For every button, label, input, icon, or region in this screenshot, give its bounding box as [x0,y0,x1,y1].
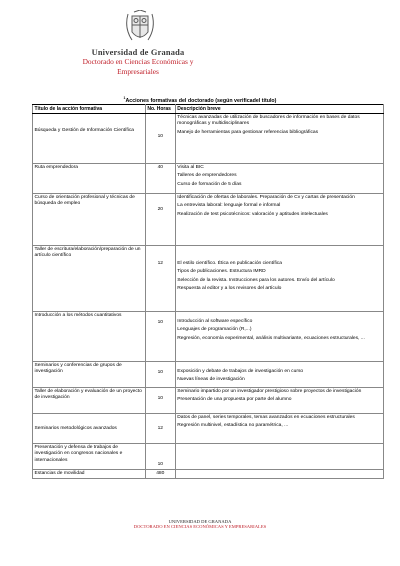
footnote-mark: 1 [123,96,126,100]
row-hours: 10 [145,444,175,470]
row-description [175,114,383,164]
row-description [175,194,383,246]
description-item: Regresión multinivel, estadística no paramétrica, ... [177,423,289,429]
table-header-row [33,105,384,114]
university-crest-icon [120,10,160,46]
description-item: Identificación de ofertas de laborales. Preparación de Cv y cartas de presentación [177,195,355,200]
row-hours: 10 [145,114,175,164]
table-row [33,312,384,362]
row-description [175,362,383,388]
table-title-text: Acciones formativas del doctorado (según verificadel título) [125,97,277,104]
description-item: El estilo científico. Ética en publicación científica [177,261,282,266]
row-title: Seminarios y conferencias de grupos de investigación [33,362,146,388]
row-description [175,164,383,194]
table-row [33,362,384,388]
row-description [175,444,383,470]
row-description [175,388,383,414]
row-title: Introducción a los métodos cuantitativos [33,312,146,362]
table-title [0,96,400,104]
row-description [175,414,383,444]
header-block [68,48,208,76]
row-description [175,470,383,479]
description-item: Talleres de emprendedores [177,173,237,179]
table-row [33,164,384,194]
page-footer [0,519,400,529]
row-title: Taller de escritura/elaboración/preparación de un artículo científico [33,246,146,312]
table-row [33,414,384,444]
description-item: Técnicas avanzadas de utilización de buscadores de información en bases de datos monográficas y multidisciplinares [177,115,360,127]
description-item: Curso de formación de 5 días [177,181,242,187]
row-hours: 10 [145,312,175,362]
table-row [33,470,384,479]
footer-program: DOCTORADO EN CIENCIAS ECONÓMICAS Y EMPRESARIALES [133,524,267,529]
row-title: Estancias de movilidad [33,470,146,479]
row-title: Seminarios metodológicos avanzados [33,414,146,444]
table-row [33,114,384,164]
program-name-line1: Doctorado en Ciencias Económicas y [82,57,194,66]
description-item: Nuevas líneas de investigación [177,377,245,383]
row-description [175,246,383,312]
row-title: Ruta emprendedora [33,164,146,194]
column-header-hours: No. Horas [145,105,175,114]
row-hours: 12 [145,246,175,312]
table-row [33,444,384,470]
description-item: Tipos de publicaciones. Estructura IMRD [177,269,266,275]
row-hours: 12 [145,414,175,444]
description-item: Introducción al software específico [177,319,253,324]
footer-university: UNIVERSIDAD DE GRANADA [168,519,232,524]
row-title: Búsqueda y Gestión de Información Científica [33,114,146,164]
description-item: Lenguajes de programación (R,...) [177,327,252,333]
program-name-line2: Empresariales [117,66,159,76]
row-hours: 20 [145,194,175,246]
description-item: Datos de panel, series temporales, temas avanzados en ecuaciones estructurales [177,415,355,420]
description-item: Respuesta al editor y a los revisores del artículo [177,286,282,292]
description-item: Realización de test psicotécnicos: valoración y aptitudes intelectuales [177,211,328,217]
row-hours: 10 [145,362,175,388]
university-name: Universidad de Granada [91,48,185,57]
description-item: La entrevista laboral: lenguaje formal e informal [177,203,281,209]
table-row [33,246,384,312]
description-item: Visita al BIC [177,165,204,170]
description-item: Regresión, economía experimental, análisis multivariante, ecuaciones estructurales, ... [177,335,365,341]
training-actions-table [32,104,384,479]
column-header-description: Descripción breve [175,105,383,114]
row-hours: 40 [145,164,175,194]
table-row [33,388,384,414]
row-hours: 10 [145,388,175,414]
description-item: Seminario impartido por un investigador prestigioso sobre proyectos de investigación [177,389,362,394]
description-item: Exposición y debate de trabajos de investigación en curso [177,369,304,374]
description-item: Manejo de herramientas para gestionar referencias bibliográficas [177,129,319,135]
row-description [175,312,383,362]
row-title: Curso de orientación profesional y técnicas de búsqueda de empleo [33,194,146,246]
row-hours: 480 [145,470,175,479]
column-header-title: Título de la acción formativa [33,105,146,114]
description-item: Selección de la revista. Instrucciones para los autores. Envío del artículo [177,277,335,283]
row-title: Presentación y defensa de trabajos de investigación en congresos nacionales e internacionales [33,444,146,470]
table-row [33,194,384,246]
row-title: Taller de elaboración y evaluación de un proyecto de investigación [33,388,146,414]
description-item: Presentación de una propuesta por parte del alumno [177,397,292,403]
